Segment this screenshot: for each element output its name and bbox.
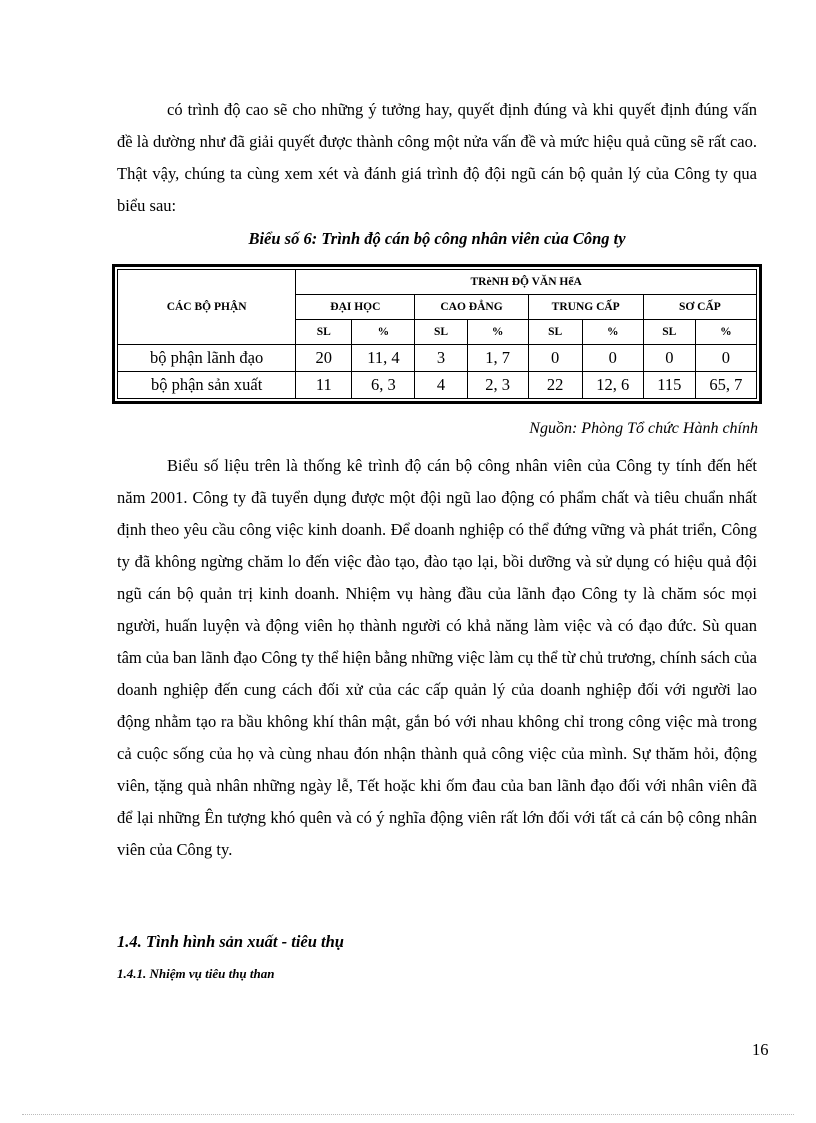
table-caption: Biểu số 6: Trình độ cán bộ công nhân viên của Công ty xyxy=(248,229,626,248)
section-heading-1-4: 1.4. Tình hình sản xuất - tiêu thụ xyxy=(117,932,344,951)
table-cell: 0 xyxy=(528,345,582,372)
header-sl: SL xyxy=(528,320,582,345)
header-sl: SL xyxy=(296,320,352,345)
table-cell: 1, 7 xyxy=(467,345,528,372)
table-row xyxy=(118,345,757,372)
table-row xyxy=(118,372,757,399)
table-cell: 0 xyxy=(695,345,756,372)
subsection-heading-1-4-1: 1.4.1. Nhiệm vụ tiêu thụ than xyxy=(117,966,275,981)
header-sl: SL xyxy=(415,320,467,345)
header-elementary: SƠ CẤP xyxy=(643,295,756,320)
table-cell: 65, 7 xyxy=(695,372,756,399)
header-university: ĐẠI HỌC xyxy=(296,295,415,320)
table-cell: 2, 3 xyxy=(467,372,528,399)
header-pct: % xyxy=(352,320,415,345)
header-pct: % xyxy=(695,320,756,345)
table-cell: 11 xyxy=(296,372,352,399)
table-cell: 115 xyxy=(643,372,695,399)
table-cell: 22 xyxy=(528,372,582,399)
header-intermediate: TRUNG CẤP xyxy=(528,295,643,320)
source-note: Nguồn: Phòng Tổ chức Hành chính xyxy=(529,420,758,437)
staff-level-table xyxy=(117,269,757,399)
header-sl: SL xyxy=(643,320,695,345)
table-cell: 4 xyxy=(415,372,467,399)
table-cell: 12, 6 xyxy=(582,372,643,399)
header-pct: % xyxy=(467,320,528,345)
page-number: 16 xyxy=(752,1040,769,1059)
intro-paragraph: có trình độ cao sẽ cho những ý tưởng hay, quyết định đúng và khi quyết định đúng vấn đề là dường như đã giải quyết được thành công một nửa vấn đề và mức hiệu quả cũng sẽ rất cao. Thật vậy, chúng ta cùng xem xét và đánh giá trình độ đội ngũ cán bộ quản lý của Công ty qua biểu sau: xyxy=(117,100,757,215)
table-cell: 0 xyxy=(643,345,695,372)
body-paragraph: Biểu số liệu trên là thống kê trình độ cán bộ công nhân viên của Công ty tính đến hết năm 2001. Công ty đã tuyển dụng được một đội ngũ lao động có phẩm chất và tiêu chuẩn nhất định theo yêu cầu công việc kinh doanh. Để doanh nghiệp có thể đứng vững và phát triển, Công ty đã không ngừng chăm lo đến việc đào tạo, đào tạo lại, bồi dưỡng và sử dụng có hiệu quả đội ngũ cán bộ quản trị kinh doanh. Nhiệm vụ hàng đầu của lãnh đạo Công ty là chăm sóc mọi người, huấn luyện và động viên họ thành người có khả năng làm việc và có đạo đức. Sù quan tâm của ban lãnh đạo Công ty thể hiện bằng những việc làm cụ thể từ chủ trương, chính sách của doanh nghiệp đến cung cách đối xử của các cấp quản lý của doanh nghiệp đối với người lao động nhằm tạo ra bầu không khí thân mật, gắn bó với nhau không chỉ trong công việc mà trong cả cuộc sống của họ và cùng nhau đón nhận thành quả công việc của mình. Sự thăm hỏi, động viên, tặng quà nhân những ngày lễ, Tết hoặc khi ốm đau của ban lãnh đạo đối với nhân viên đã để lại những Ên tượng khó quên và có ý nghĩa động viên rất lớn đối với tất cả cán bộ công nhân viên của Công ty. xyxy=(117,456,757,859)
header-education-level: TRèNH ĐỘ VĂN HểA xyxy=(296,270,757,295)
header-college: CAO ĐẲNG xyxy=(415,295,528,320)
table-cell: 0 xyxy=(582,345,643,372)
header-departments: CÁC BỘ PHẬN xyxy=(118,270,296,345)
page-bottom-divider xyxy=(22,1114,794,1115)
header-pct: % xyxy=(582,320,643,345)
staff-level-table-frame xyxy=(112,264,762,404)
row-label: bộ phận lãnh đạo xyxy=(118,345,296,372)
row-label: bộ phận sản xuất xyxy=(118,372,296,399)
table-cell: 3 xyxy=(415,345,467,372)
table-cell: 20 xyxy=(296,345,352,372)
table-cell: 6, 3 xyxy=(352,372,415,399)
table-cell: 11, 4 xyxy=(352,345,415,372)
